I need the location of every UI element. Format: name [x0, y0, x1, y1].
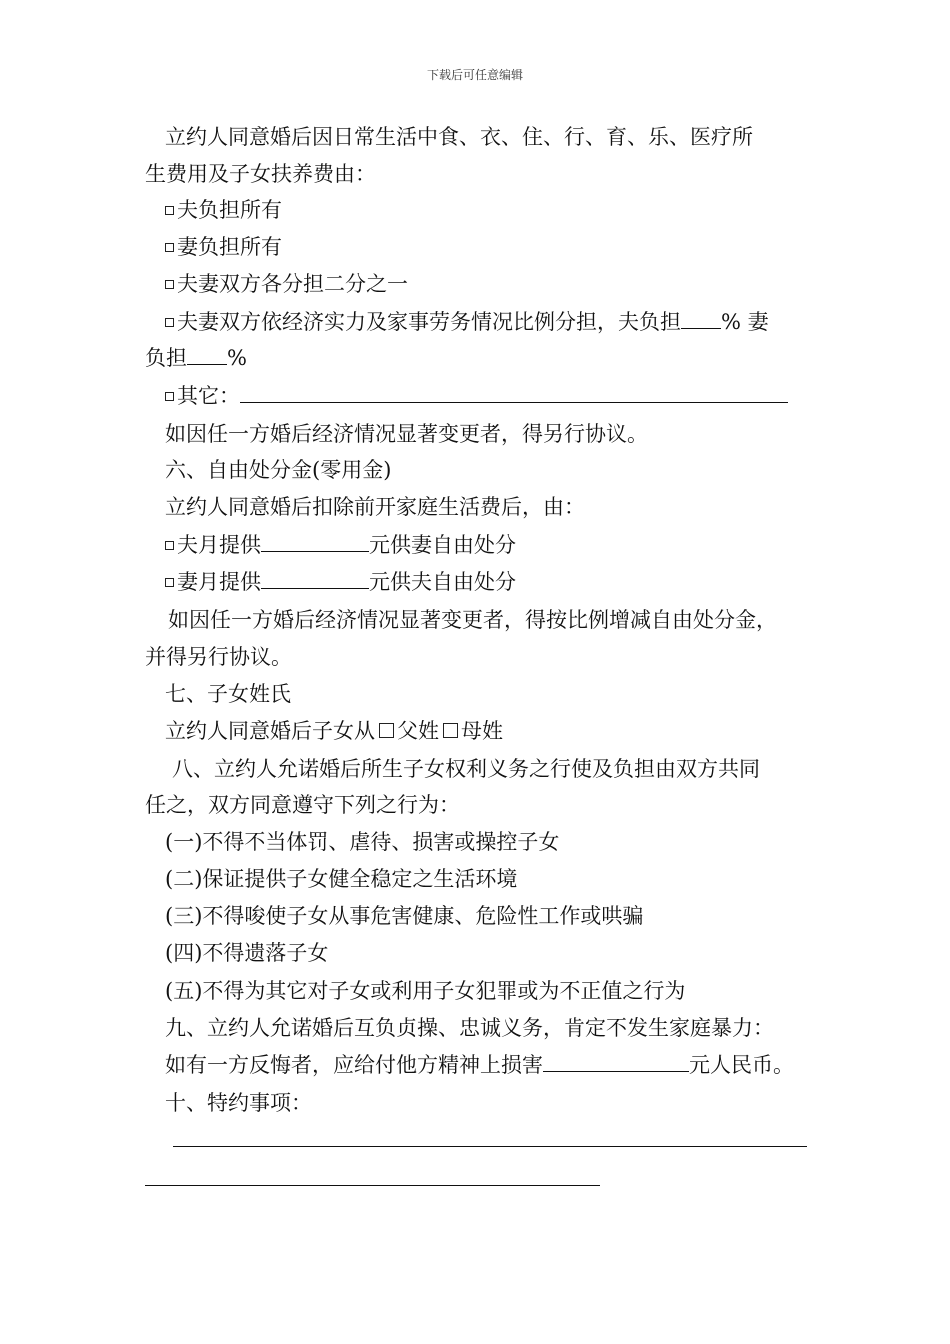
section-heading: 八、立约人允诺婚后所生子女权利义务之行使及负担由双方共同: [172, 757, 760, 781]
wife-amount-blank[interactable]: [261, 568, 369, 589]
checkbox[interactable]: [165, 243, 174, 252]
paragraph-line: 如因任一方婚后经济情况显著变更者，得按比例增减自由处分金，: [168, 608, 777, 632]
list-item: (一)不得不当体罚、虐待、损害或操控子女: [165, 830, 560, 854]
other-blank[interactable]: [240, 382, 788, 403]
section-heading: 七、子女姓氏: [165, 682, 291, 706]
checkbox[interactable]: [165, 318, 174, 327]
checkbox[interactable]: [165, 206, 174, 215]
page-header: 下载后可任意编辑: [426, 68, 523, 82]
list-item: (三)不得唆使子女从事危害健康、危险性工作或哄骗: [165, 904, 644, 928]
option-wife-allowance: 妻月提供 元供夫自由处分: [165, 568, 516, 596]
list-item: (五)不得为其它对子女或利用子女犯罪或为不正值之行为: [165, 979, 686, 1003]
list-item: (二)保证提供子女健全稳定之生活环境: [165, 867, 518, 891]
paragraph-line: 生费用及子女扶养费由：: [145, 162, 376, 186]
damages-amount-blank[interactable]: [543, 1051, 689, 1072]
checkbox[interactable]: [443, 723, 458, 738]
paragraph-line: 如有一方反悔者，应给付他方精神上损害 元人民币。: [165, 1053, 794, 1077]
special-terms-line[interactable]: [173, 1146, 807, 1147]
surname-choice: 立约人同意婚后子女从 父姓 母姓: [165, 719, 503, 743]
paragraph-line: 并得另行协议。: [145, 645, 292, 669]
paragraph-line: 立约人同意婚后因日常生活中食、衣、住、行、育、乐、医疗所: [165, 125, 753, 149]
paragraph-line: 任之，双方同意遵守下列之行为：: [145, 793, 460, 817]
wife-percent-blank[interactable]: [187, 344, 227, 365]
section-heading: 十、特约事项：: [165, 1091, 312, 1115]
list-item: (四)不得遗落子女: [165, 941, 329, 965]
husband-percent-blank[interactable]: [681, 308, 721, 329]
option-other: 其它：: [165, 382, 788, 410]
option-split-half: 夫妻双方各分担二分之一: [165, 270, 408, 298]
husband-amount-blank[interactable]: [261, 531, 369, 552]
option-husband-all: 夫负担所有: [165, 196, 282, 224]
section-heading: 六、自由处分金(零用金): [165, 458, 392, 482]
special-terms-line[interactable]: [145, 1185, 600, 1186]
paragraph-line: 负担 %: [145, 346, 247, 370]
option-wife-all: 妻负担所有: [165, 233, 282, 261]
paragraph-line: 立约人同意婚后扣除前开家庭生活费后，由：: [165, 495, 585, 519]
option-husband-allowance: 夫月提供 元供妻自由处分: [165, 531, 516, 559]
section-heading: 九、立约人允诺婚后互负贞操、忠诚义务，肯定不发生家庭暴力：: [165, 1016, 774, 1040]
option-proportional: 夫妻双方依经济实力及家事劳务情况比例分担，夫负担 % 妻: [165, 308, 769, 336]
checkbox[interactable]: [379, 723, 394, 738]
checkbox[interactable]: [165, 578, 174, 587]
checkbox[interactable]: [165, 392, 174, 401]
paragraph-line: 如因任一方婚后经济情况显著变更者，得另行协议。: [165, 422, 648, 446]
checkbox[interactable]: [165, 280, 174, 289]
checkbox[interactable]: [165, 541, 174, 550]
